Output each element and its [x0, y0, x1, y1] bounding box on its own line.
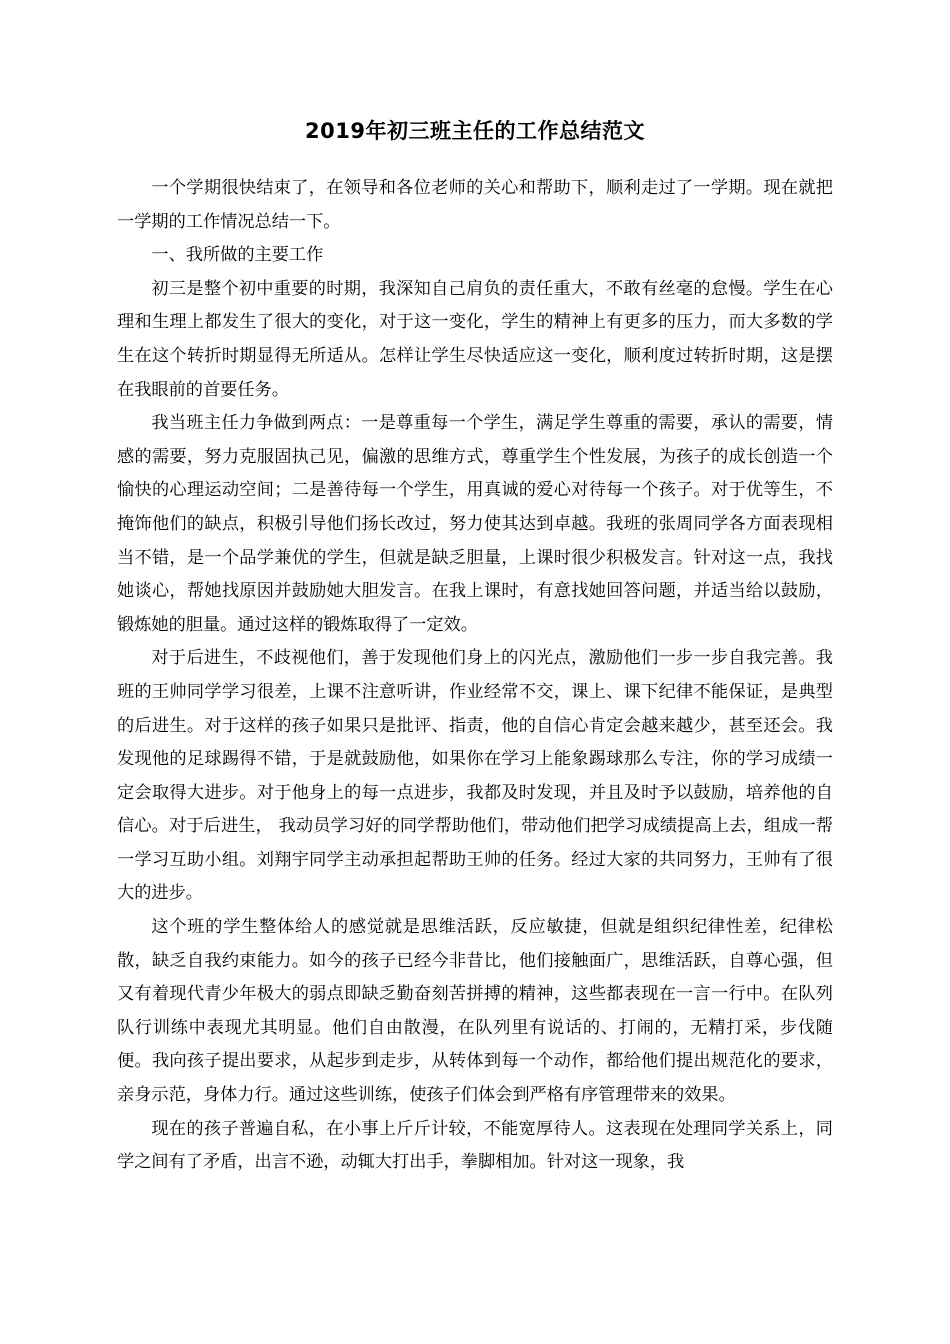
- paragraph: 初三是整个初中重要的时期，我深知自己肩负的责任重大，不敢有丝毫的怠慢。学生在心理和生理上都发生了很大的变化，对于这一变化，学生的精神上有更多的压力，而大多数的学生在这个转折时期显得无所适从。怎样让学生尽快适应这一变化，顺利度过转折时期，这是摆在我眼前的首要任务。: [117, 278, 833, 400]
- document-body: [117, 172, 833, 1180]
- section-heading: 一、我所做的主要工作: [151, 245, 324, 266]
- paragraph: 这个班的学生整体给人的感觉就是思维活跃，反应敏捷，但就是组织纪律性差，纪律松散，缺乏自我约束能力。如今的孩子已经今非昔比，他们接触面广，思维活跃，自尊心强，但又有着现代青少年极大的弱点即缺乏勤奋刻苦拼搏的精神，这些都表现在一言一行中。在队列队行训练中表现尤其明显。他们自由散漫，在队列里有说话的、打闹的，无精打采，步伐随便。我向孩子提出要求，从起步到走步，从转体到每一个动作，都给他们提出规范化的要求，亲身示范，身体力行。通过这些训练，使孩子们体会到严格有序管理带来的效果。: [117, 917, 833, 1106]
- paragraph: 现在的孩子普遍自私，在小事上斤斤计较，不能宽厚待人。这表现在处理同学关系上，同学之间有了矛盾，出言不逊，动辄大打出手，拳脚相加。针对这一现象，我: [117, 1118, 833, 1173]
- document-title: 2019年初三班主任的工作总结范文: [305, 119, 645, 143]
- paragraph-intro: 一个学期很快结束了，在领导和各位老师的关心和帮助下，顺利走过了一学期。现在就把一学期的工作情况总结一下。: [117, 178, 833, 232]
- paragraph: 对于后进生，不歧视他们，善于发现他们身上的闪光点，激励他们一步一步自我完善。我班的王帅同学学习很差，上课不注意听讲，作业经常不交，课上、课下纪律不能保证，是典型的后进生。对于这样的孩子如果只是批评、指责，他的自信心肯定会越来越少，甚至还会。我发现他的足球踢得不错，于是就鼓励他，如果你在学习上能象踢球那么专注，你的学习成绩一定会取得大进步。对于他身上的每一点进步，我都及时发现，并且及时予以鼓励，培养他的自信心。对于后进生， 我动员学习好的同学帮助他们，带动他们把学习成绩提高上去，组成一帮一学习互助小组。刘翔宇同学主动承担起帮助王帅的任务。经过大家的共同努力，王帅有了很大的进步。: [117, 648, 833, 904]
- paragraph: 我当班主任力争做到两点：一是尊重每一个学生，满足学生尊重的需要，承认的需要，情感的需要，努力克服固执己见，偏激的思维方式，尊重学生个性发展，为孩子的成长创造一个愉快的心理运动空间；二是善待每一个学生，用真诚的爱心对待每一个孩子。对于优等生，不掩饰他们的缺点，积极引导他们扬长改过，努力使其达到卓越。我班的张周同学各方面表现相当不错，是一个品学兼优的学生，但就是缺乏胆量，上课时很少积极发言。针对这一点，我找她谈心，帮她找原因并鼓励她大胆发言。在我上课时，有意找她回答问题，并适当给以鼓励，锻炼她的胆量。通过这样的锻炼取得了一定效。: [117, 413, 833, 635]
